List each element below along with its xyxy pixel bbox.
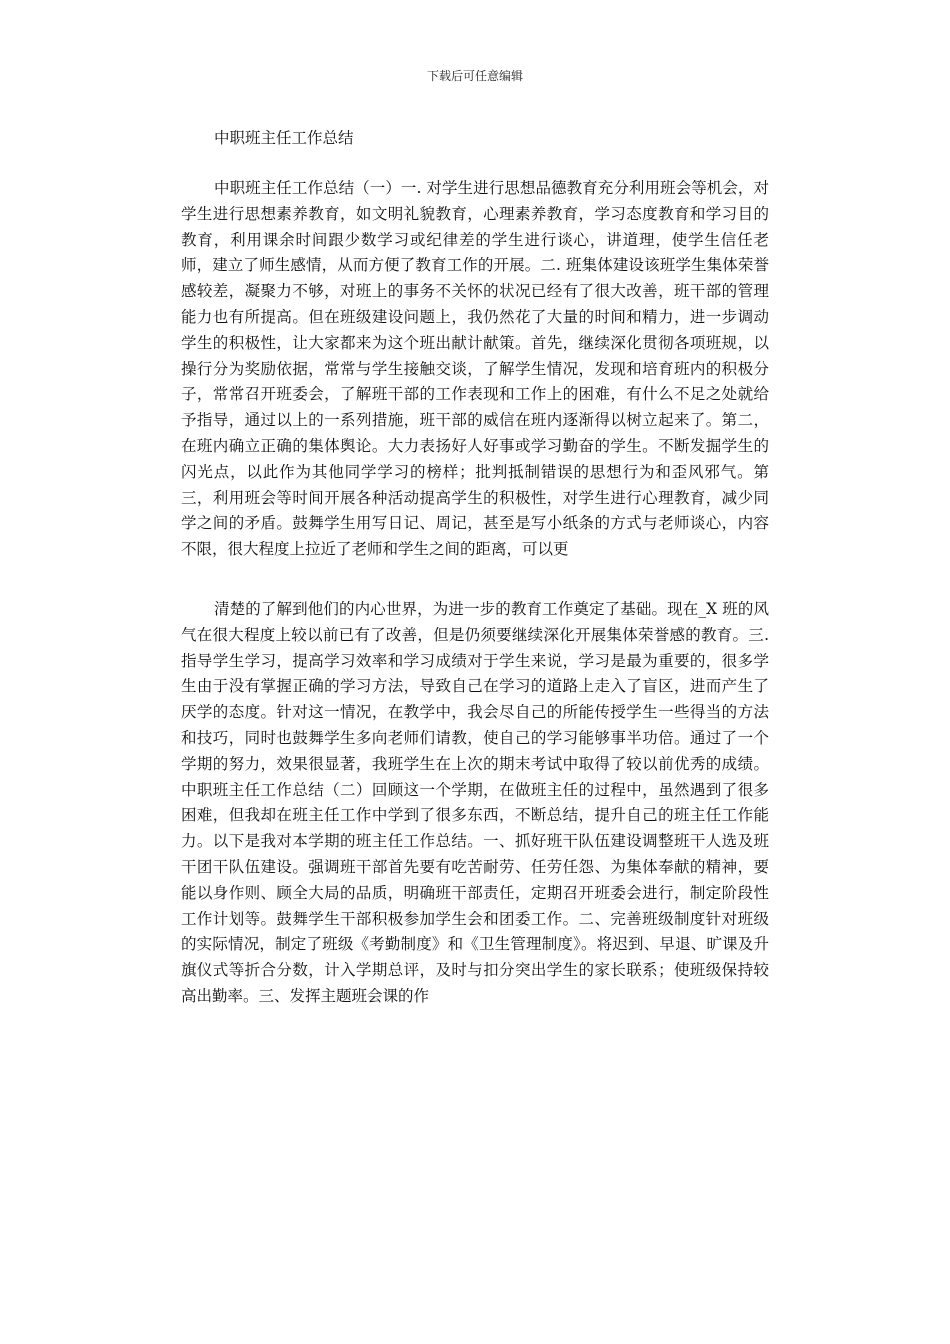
- body-paragraph-1: 中职班主任工作总结（一）一. 对学生进行思想品德教育充分利用班会等机会，对学生进行思想素养教育，如文明礼貌教育，心理素养教育，学习态度教育和学习目的教育，利用课余时间跟少数学习或纪律差的学生进行谈心，讲道理，使学生信任老师，建立了师生感情，从而方便了教育工作的开展。二. 班集体建设该班学生集体荣誉感较差，凝聚力不够，对班上的事务不关怀的状况已经有了很大改善，班干部的管理能力也有所提高。但在班级建设问题上，我仍然花了大量的时间和精力，进一步调动学生的积极性，让大家都来为这个班出献计献策。首先，继续深化贯彻各项班规，以操行分为奖励依据，常常与学生接触交谈，了解学生情况，发现和培育班内的积极分子，常常召开班委会，了解班干部的工作表现和工作上的困难，有什么不足之处就给予指导，通过以上的一系列措施，班干部的威信在班内逐渐得以树立起来了。第二，在班内确立正确的集体舆论。大力表扬好人好事或学习勤奋的学生。不断发掘学生的闪光点，以此作为其他同学学习的榜样；批判抵制错误的思想行为和歪风邪气。第三，利用班会等时间开展各种活动提高学生的积极性，对学生进行心理教育，减少同学之间的矛盾。鼓舞学生用写日记、周记，甚至是写小纸条的方式与老师谈心，内容不限，很大程度上拉近了老师和学生之间的距离，可以更: [181, 179, 769, 559]
- page-header-note: 下载后可任意编辑: [426, 69, 523, 83]
- body-paragraph-2: 清楚的了解到他们的内心世界，为进一步的教育工作奠定了基础。现在_X 班的风气在很大程度上较以前已有了改善，但是仍须要继续深化开展集体荣誉感的教育。三. 指导学生学习，提高学习效率和学习成绩对于学生来说，学习是最为重要的，很多学生由于没有掌握正确的学习方法，导致自己在学习的道路上走入了盲区，进而产生了厌学的态度。针对这一情况，在教学中，我会尽自己的所能传授学生一些得当的方法和技巧，同时也鼓舞学生多向老师们请教，使自己的学习能够事半功倍。通过了一个学期的努力，效果很显著，我班学生在上次的期末考试中取得了较以前优秀的成绩。中职班主任工作总结（二）回顾这一个学期，在做班主任的过程中，虽然遇到了很多困难，但我却在班主任工作中学到了很多东西，不断总结，提升自己的班主任工作能力。以下是我对本学期的班主任工作总结。一、抓好班干队伍建设调整班干人选及班干团干队伍建设。强调班干部首先要有吃苦耐劳、任劳任怨、为集体奉献的精神，要能以身作则、顾全大局的品质，明确班干部责任，定期召开班委会进行，制定阶段性工作计划等。鼓舞学生干部积极参加学生会和团委工作。二、完善班级制度针对班级的实际情况，制定了班级《考勤制度》和《卫生管理制度》。将迟到、早退、旷课及升旗仪式等折合分数，计入学期总评，及时与扣分突出学生的家长联系；使班级保持较高出勤率。三、发挥主题班会课的作: [181, 600, 769, 1005]
- document-title: 中职班主任工作总结: [214, 129, 354, 147]
